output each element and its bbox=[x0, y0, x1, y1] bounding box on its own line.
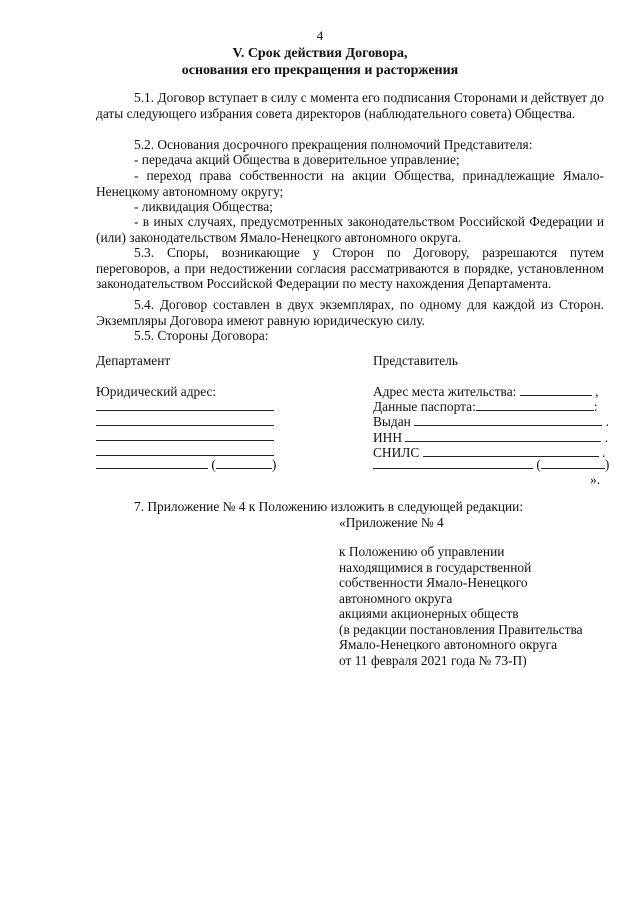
annex-title: «Приложение № 4 bbox=[339, 515, 444, 530]
rep-name-underline bbox=[541, 457, 605, 469]
rep-signature-underline bbox=[373, 457, 533, 469]
name-underline bbox=[216, 457, 272, 469]
representative-signature-line bbox=[373, 457, 609, 473]
rep-paren-open: ( bbox=[536, 457, 541, 472]
address-line-4 bbox=[96, 455, 274, 456]
inn-underline bbox=[405, 430, 601, 442]
passport-row bbox=[373, 399, 598, 415]
list-item-4: - в иных случаях, предусмотренных законодательством Российской Федерации и (или) законодательством Ямало-Ненецкого автономного округа. bbox=[96, 214, 604, 245]
issued-label: Выдан bbox=[373, 414, 411, 429]
annex-line-8: от 11 февраля 2021 года № 73-П) bbox=[339, 653, 527, 668]
annex-line-5: акциями акционерных обществ bbox=[339, 606, 519, 621]
passport-colon: : bbox=[593, 399, 598, 414]
snils-dot: . bbox=[602, 445, 606, 460]
closing-quote: ». bbox=[590, 472, 601, 487]
annex-line-3: собственности Ямало-Ненецкого bbox=[339, 575, 528, 590]
inn-label: ИНН bbox=[373, 430, 403, 445]
item-7-text: 7. Приложение № 4 к Положению изложить в следующей редакции: bbox=[134, 499, 524, 514]
paragraph-5-2: 5.2. Основания досрочного прекращения полномочий Представителя: bbox=[134, 137, 533, 152]
section-title-line1: V. Срок действия Договора, bbox=[232, 46, 408, 61]
inn-row bbox=[373, 430, 608, 446]
paragraph-5-4: 5.4. Договор составлен в двух экземплярах, по одному для каждой из Сторон. Экземпляры Договора имеют равную юридическую силу. bbox=[96, 297, 604, 328]
issued-dot: . bbox=[605, 414, 609, 429]
inn-dot: . bbox=[604, 430, 609, 445]
address-line-2 bbox=[96, 425, 274, 426]
snils-underline bbox=[423, 445, 599, 457]
list-item-2: - переход права собственности на акции Общества, принадлежащие Ямало-Ненецкому автономному округу; bbox=[96, 168, 604, 199]
annex-line-7: Ямало-Ненецкого автономного округа bbox=[339, 637, 558, 652]
annex-line-4: автономного округа bbox=[339, 591, 453, 606]
page-number: 4 bbox=[316, 28, 324, 43]
residence-label: Адрес места жительства: bbox=[373, 384, 517, 399]
rep-paren-close: ) bbox=[604, 457, 610, 472]
annex-line-6: (в редакции постановления Правительства bbox=[339, 622, 583, 637]
paren-open: ( bbox=[211, 457, 216, 472]
legal-address-label: Юридический адрес: bbox=[96, 384, 217, 399]
representative-heading: Представитель bbox=[373, 353, 458, 368]
passport-underline bbox=[476, 399, 594, 411]
annex-line-2: находящимися в государственной bbox=[339, 560, 532, 575]
snils-label: СНИЛС bbox=[373, 445, 420, 460]
residence-address-row bbox=[373, 384, 598, 400]
department-signature-line bbox=[96, 457, 276, 473]
residence-underline bbox=[520, 384, 592, 396]
passport-label: Данные паспорта: bbox=[373, 399, 476, 414]
issued-underline bbox=[414, 414, 602, 426]
annex-line-1: к Положению об управлении bbox=[339, 544, 505, 559]
list-item-3: - ликвидация Общества; bbox=[134, 199, 273, 214]
address-line-3 bbox=[96, 440, 274, 441]
paragraph-5-5: 5.5. Стороны Договора: bbox=[134, 328, 269, 343]
paragraph-5-3: 5.3. Споры, возникающие у Сторон по Договору, разрешаются путем переговоров, а при недостижении согласия рассматриваются в порядке, установленном законодательством Российской Федерации по месту нахождения Департамента. bbox=[96, 245, 604, 292]
residence-comma: , bbox=[595, 384, 599, 399]
address-line-1 bbox=[96, 410, 274, 411]
paren-close: ) bbox=[271, 457, 277, 472]
list-item-1: - передача акций Общества в доверительное управление; bbox=[134, 152, 460, 167]
section-title-line2: основания его прекращения и расторжения bbox=[181, 63, 459, 78]
issued-row bbox=[373, 414, 609, 430]
signature-underline bbox=[96, 457, 208, 469]
department-heading: Департамент bbox=[96, 353, 171, 368]
paragraph-5-1: 5.1. Договор вступает в силу с момента его подписания Сторонами и действует до даты следующего избрания совета директоров (наблюдательного совета) Общества. bbox=[96, 90, 604, 121]
